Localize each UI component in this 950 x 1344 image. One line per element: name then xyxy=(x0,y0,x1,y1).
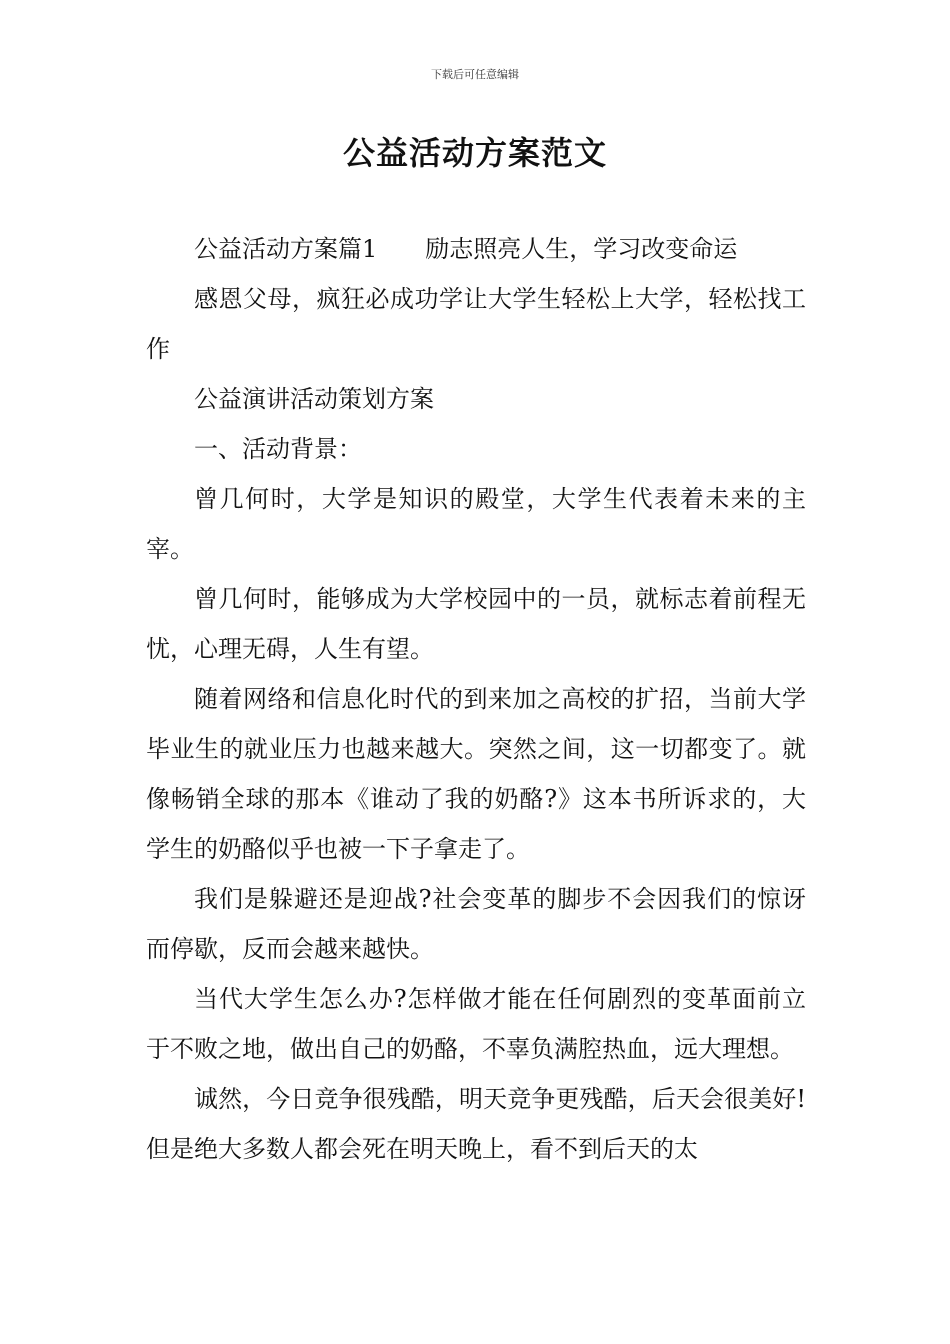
slogan: 励志照亮人生，学习改变命运 xyxy=(425,235,738,263)
section-label: 公益活动方案篇1 xyxy=(194,235,378,263)
paragraph: 公益演讲活动策划方案 xyxy=(194,385,434,413)
paragraph: 我们是躲避还是迎战?社会变革的脚步不会因我们的惊讶而停歇，反而会越来越快。 xyxy=(146,885,806,963)
paragraph: 感恩父母，疯狂必成功学让大学生轻松上大学，轻松找工作 xyxy=(146,285,806,363)
paragraph: 曾几何时，大学是知识的殿堂，大学生代表着未来的主宰。 xyxy=(146,485,806,563)
paragraph-heading-line xyxy=(146,224,806,274)
paragraph: 诚然，今日竞争很残酷，明天竞争更残酷，后天会很美好!但是绝大多数人都会死在明天晚上，看不到后天的太 xyxy=(146,1085,806,1163)
paragraph: 当代大学生怎么办?怎样做才能在任何剧烈的变革面前立于不败之地，做出自己的奶酪，不辜负满腔热血，远大理想。 xyxy=(146,985,806,1063)
document-body xyxy=(146,224,806,1174)
header-note: 下载后可任意编辑 xyxy=(431,68,519,81)
paragraph: 曾几何时，能够成为大学校园中的一员，就标志着前程无忧，心理无碍，人生有望。 xyxy=(146,585,806,663)
paragraph: 随着网络和信息化时代的到来加之高校的扩招，当前大学毕业生的就业压力也越来越大。突然之间，这一切都变了。就像畅销全球的那本《谁动了我的奶酪?》这本书所诉求的，大学生的奶酪似乎也被一下子拿走了。 xyxy=(146,685,806,863)
document-title: 公益活动方案范文 xyxy=(342,134,607,172)
paragraph: 一、活动背景： xyxy=(194,435,362,463)
